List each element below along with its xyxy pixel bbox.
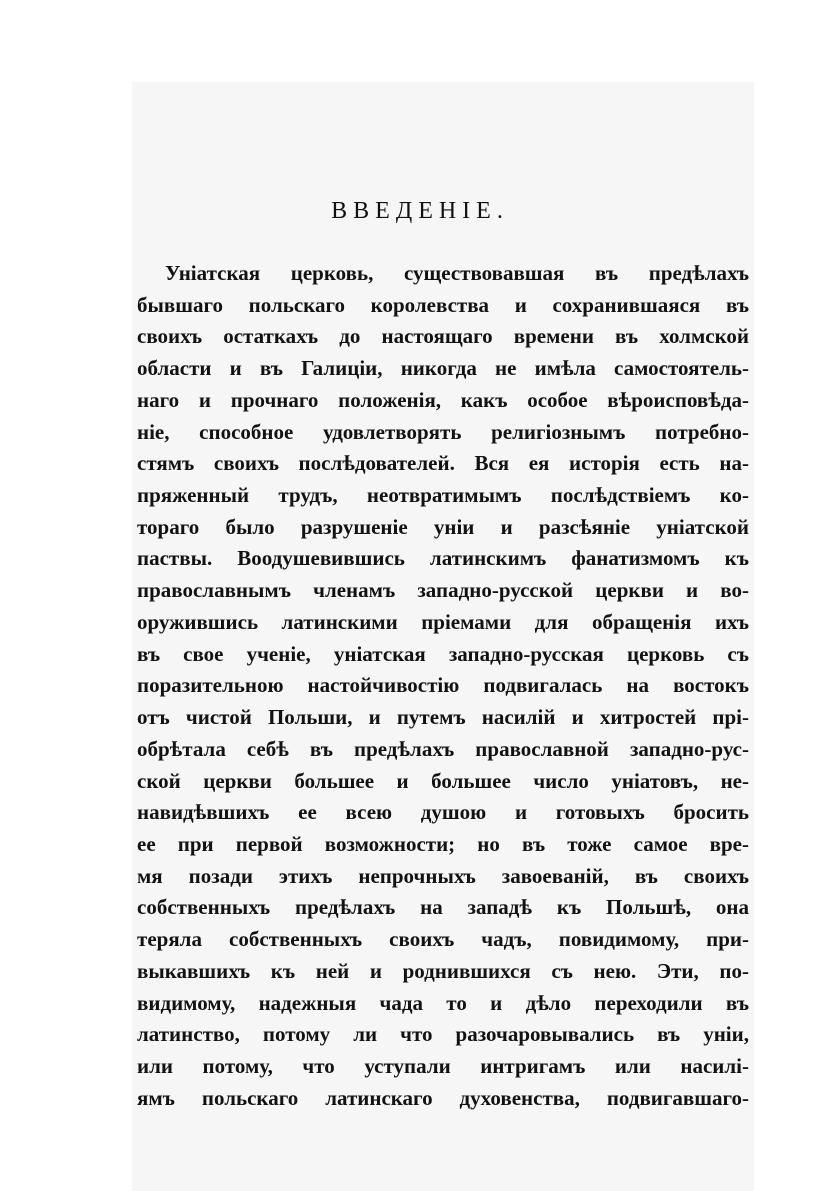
- text-line: въ свое ученіе, уніатская западно-русская церковь съ: [137, 641, 749, 666]
- text-line: оружившись латинскими пріемами для обращенія ихъ: [137, 609, 749, 634]
- text-line: видимому, надежныя чада то и дѣло переходили въ: [137, 990, 749, 1015]
- page-title: ВВЕДЕНІЕ.: [331, 198, 509, 224]
- text-line: тораго было разрушеніе уніи и разсѣяніе уніатской: [137, 514, 749, 539]
- text-line: ямъ польскаго латинскаго духовенства, подвигавшаго-: [137, 1085, 749, 1110]
- text-line: православнымъ членамъ западно-русской церкви и во-: [137, 578, 749, 603]
- text-line: наго и прочнаго положенія, какъ особое вѣроисповѣда-: [137, 387, 749, 412]
- text-line: Уніатская церковь, существовавшая въ предѣлахъ: [165, 261, 749, 285]
- body-text: [137, 258, 749, 1114]
- text-line: ее при первой возможности; но въ тоже самое вре-: [137, 831, 749, 856]
- text-line: обрѣтала себѣ въ предѣлахъ православной западно-рус-: [137, 736, 749, 761]
- text-line: области и въ Галиціи, никогда не имѣла самостоятель-: [137, 356, 749, 381]
- text-line: или потому, что уступали интригамъ или насилі-: [137, 1053, 749, 1078]
- text-line: ской церкви большее и большее число уніатовъ, не-: [137, 768, 749, 793]
- text-line: пряженный трудъ, неотвратимымъ послѣдствіемъ ко-: [137, 483, 749, 508]
- text-line: отъ чистой Польши, и путемъ насилій и хитростей прі-: [137, 705, 749, 730]
- text-line: латинство, потому ли что разочаровывались въ уніи,: [137, 1022, 749, 1047]
- text-line: мя позади этихъ непрочныхъ завоеваній, въ своихъ: [137, 863, 749, 888]
- text-line: своихъ остаткахъ до настоящаго времени въ холмской: [137, 324, 749, 349]
- text-line: выкавшихъ къ ней и роднившихся съ нею. Эти, по-: [137, 958, 749, 983]
- text-line: ніе, способное удовлетворять религіознымъ потребно-: [137, 419, 749, 444]
- text-line: теряла собственныхъ своихъ чадъ, повидимому, при-: [137, 927, 749, 952]
- text-line: навидѣвшихъ ее всею душою и готовыхъ бросить: [137, 800, 749, 825]
- text-line: поразительною настойчивостію подвигалась на востокъ: [137, 673, 749, 698]
- text-line: бывшаго польскаго королевства и сохранившаяся въ: [137, 292, 749, 317]
- text-line: собственныхъ предѣлахъ на западѣ къ Польшѣ, она: [137, 895, 749, 920]
- text-line: паствы. Воодушевившись латинскимъ фанатизмомъ къ: [137, 546, 749, 571]
- text-line: стямъ своихъ послѣдователей. Вся ея исторія есть на-: [137, 451, 749, 476]
